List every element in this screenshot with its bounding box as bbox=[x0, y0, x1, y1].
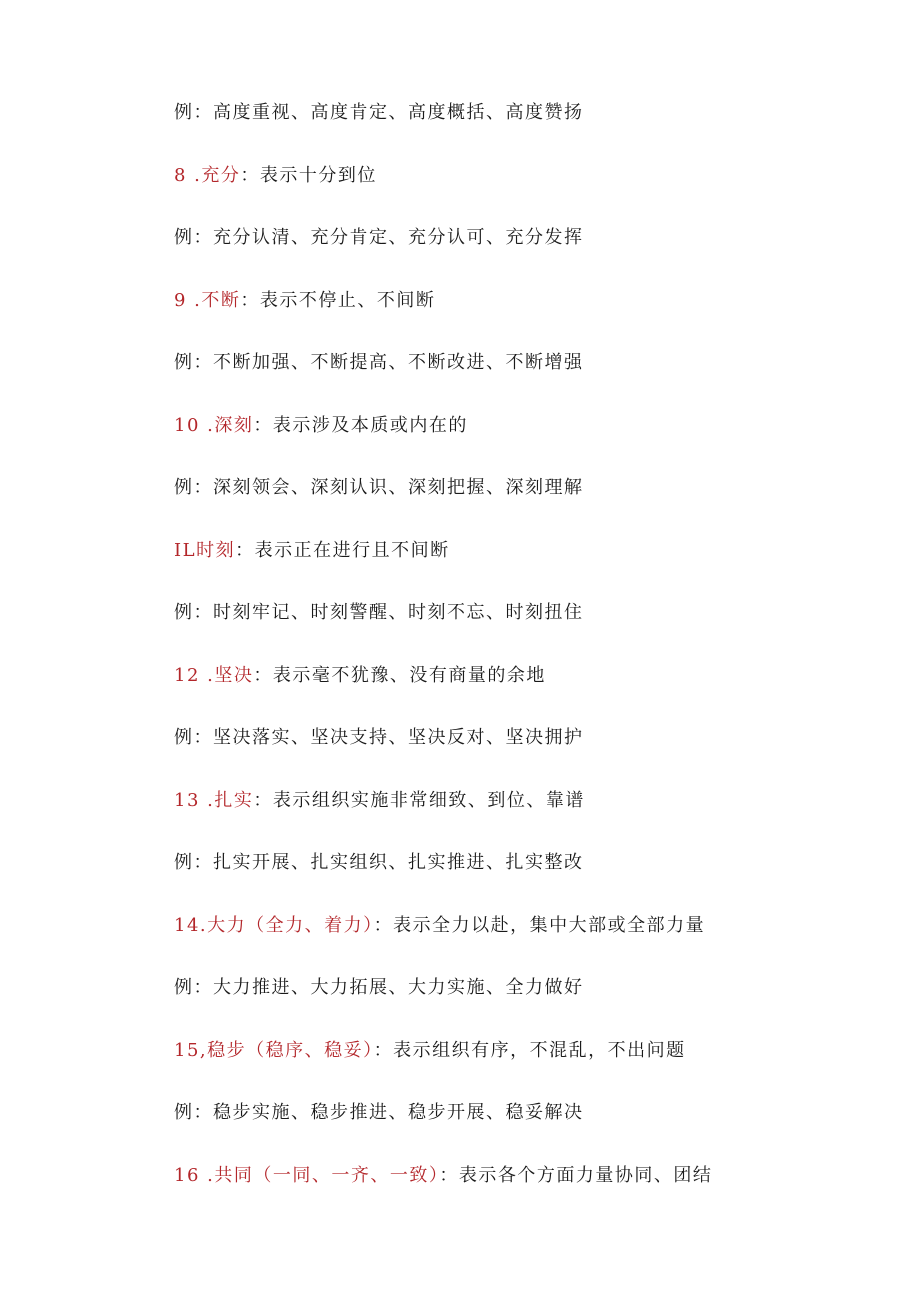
example-text: 例：高度重视、高度肯定、高度概括、高度赞扬 bbox=[174, 102, 584, 123]
example-line bbox=[174, 726, 584, 750]
heading-line bbox=[174, 539, 450, 563]
heading-line bbox=[174, 1164, 712, 1188]
heading-label: 16 .共同（一同、一齐、一致） bbox=[174, 1165, 440, 1186]
heading-label: 12 .坚决 bbox=[174, 665, 254, 686]
heading-label: IL时刻 bbox=[174, 540, 236, 561]
heading-desc: ：表示组织实施非常细致、到位、靠谱 bbox=[253, 790, 585, 811]
heading-line bbox=[174, 164, 377, 188]
heading-label: 9 .不断 bbox=[174, 290, 241, 311]
heading-line bbox=[174, 789, 585, 813]
heading-label: 14.大力（全力、着力） bbox=[174, 915, 374, 936]
example-text: 例：充分认清、充分肯定、充分认可、充分发挥 bbox=[174, 227, 584, 248]
heading-desc: ：表示正在进行且不间断 bbox=[235, 540, 450, 561]
example-line bbox=[174, 476, 584, 500]
heading-label: 8 .充分 bbox=[174, 165, 241, 186]
heading-label: 10 .深刻 bbox=[174, 415, 254, 436]
heading-desc: ：表示组织有序，不混乱，不出问题 bbox=[373, 1040, 686, 1061]
example-text: 例：坚决落实、坚决支持、坚决反对、坚决拥护 bbox=[174, 727, 584, 748]
heading-desc: ：表示涉及本质或内在的 bbox=[253, 415, 468, 436]
heading-line bbox=[174, 289, 435, 313]
heading-line bbox=[174, 664, 546, 688]
example-text: 例：大力推进、大力拓展、大力实施、全力做好 bbox=[174, 977, 584, 998]
heading-desc: ：表示十分到位 bbox=[240, 165, 377, 186]
heading-label: 15,稳步（稳序、稳妥） bbox=[174, 1040, 374, 1061]
heading-line bbox=[174, 414, 468, 438]
example-text: 例：不断加强、不断提高、不断改进、不断增强 bbox=[174, 352, 584, 373]
example-text: 例：扎实开展、扎实组织、扎实推进、扎实整改 bbox=[174, 852, 584, 873]
example-line bbox=[174, 851, 584, 875]
example-line bbox=[174, 101, 584, 125]
heading-desc: ：表示不停止、不间断 bbox=[240, 290, 436, 311]
example-text: 例：稳步实施、稳步推进、稳步开展、稳妥解决 bbox=[174, 1102, 584, 1123]
example-text: 例：深刻领会、深刻认识、深刻把握、深刻理解 bbox=[174, 477, 584, 498]
heading-desc: ：表示全力以赴，集中大部或全部力量 bbox=[373, 915, 706, 936]
example-line bbox=[174, 226, 584, 250]
heading-desc: ：表示毫不犹豫、没有商量的余地 bbox=[253, 665, 546, 686]
example-line bbox=[174, 976, 584, 1000]
example-line bbox=[174, 1101, 584, 1125]
example-line bbox=[174, 601, 584, 625]
example-line bbox=[174, 351, 584, 375]
example-text: 例：时刻牢记、时刻警醒、时刻不忘、时刻扭住 bbox=[174, 602, 584, 623]
heading-desc: ：表示各个方面力量协同、团结 bbox=[439, 1165, 713, 1186]
heading-line bbox=[174, 1039, 686, 1063]
heading-label: 13 .扎实 bbox=[174, 790, 254, 811]
heading-line bbox=[174, 914, 705, 938]
